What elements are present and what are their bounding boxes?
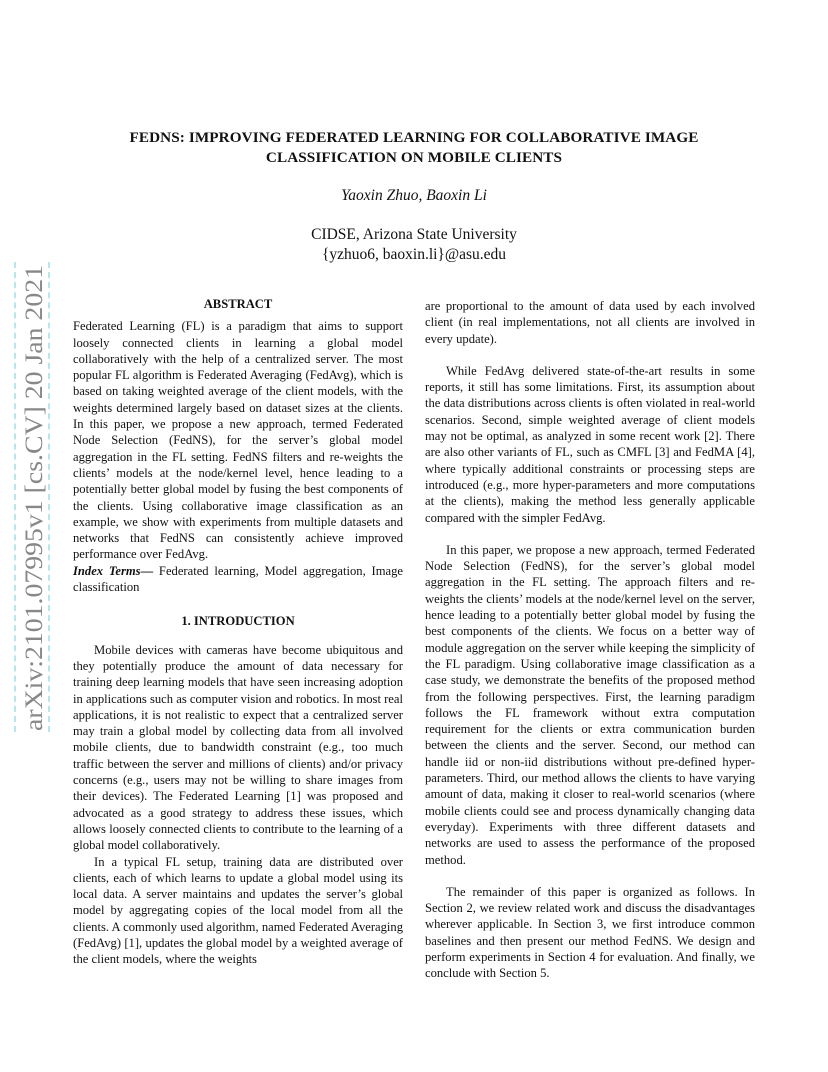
affiliation-block [80, 225, 748, 265]
intro-paragraph-2: In a typical FL setup, training data are distributed over clients, each of which learns to update a global model using its local data. A server maintains and updates the server’s global model by aggregating copies of the local model from all the clients. A commonly used algorithm, named Federated Averaging (FedAvg) [1], updates the global model by a weighted average of the client models, where the weights [73, 854, 403, 967]
intro-paragraph-2-cont: are proportional to the amount of data used by each involved client (in real implementations, not all clients are involved in every update). [425, 299, 755, 346]
emails: {yzhuo6, baoxin.li}@asu.edu [321, 246, 507, 263]
abstract-text: Federated Learning (FL) is a paradigm that aims to support loosely connected clients in learning a global model collaboratively with the help of a centralized server. The most popular FL algorithm is Federated Averaging (FedAvg), which is based on taking weighted average of the client models, with the weights determined largely based on dataset sizes at the clients. In this paper, we propose a new approach, termed Federated Node Selection (FedNS), for the server’s global model aggregation in the FL setting. FedNS filters and re-weights the clients’ models at the node/kernel level, hence leading to a potentially better global model by fusing the best components of the clients. Using collaborative image classification as an example, we show with experiments from multiple datasets and networks that FedNS can consistently achieve improved performance over FedAvg. [73, 319, 403, 562]
intro-paragraph-4: In this paper, we propose a new approach, termed Federated Node Selection (FedNS), for the server’s global model aggregation in the FL setting. The approach filters and re-weights the clients’ models at the node/kernel level on the server, hence leading to a potentially better global model by fusing the best components of the clients. We focus on a better way of module aggregation on the server while keeping the simplicity of the FL paradigm. Using collaborative image classification as a case study, we demonstrate the benefits of the proposed method from the following perspectives. First, the learning paradigm follows the FL framework without extra computation requirement for the clients or extra communication burden between the clients and the server. Second, our method can handle iid or non-iid distributions without pre-defined hyper-parameters. Third, our method allows the clients to have varying amount of data, making it closer to real-world scenarios (where mobile clients could see and process dynamically changing data everyday). Experiments with three different datasets and networks are used to assess the performance of the proposed method. [425, 542, 755, 867]
paper-title [80, 128, 748, 168]
intro-paragraph-3: While FedAvg delivered state-of-the-art results in some reports, it still has some limitations. First, its assumption about the data distributions across clients is often violated in real-world scenarios. Second, simple weighted average of client models may not be optimal, as analyzed in some recent work [2]. There are also other variants of FL, such as CMFL [3] and FedMA [4], where typically additional constraints or processing steps are introduced (e.g., more hyper-parameters and more computations at the clients), making the method less generally applicable compared with the simpler FedAvg. [425, 363, 755, 525]
intro-heading: 1. INTRODUCTION [181, 614, 295, 629]
arxiv-stamp-text: arXiv:2101.07995v1 [cs.CV] 20 Jan 2021 [19, 303, 48, 731]
index-terms [73, 563, 403, 596]
intro-paragraph-5: The remainder of this paper is organized as follows. In Section 2, we review related work and discuss the disadvantages wherever applicable. In Section 3, we first introduce common baselines and then present our method FedNS. We design and perform experiments in Section 4 for evaluation. And finally, we conclude with Section 5. [425, 884, 755, 981]
intro-paragraph-1: Mobile devices with cameras have become ubiquitous and they potentially produce the amount of data necessary for training deep learning models that have seen increasing adoption in applications such as computer vision and robotics. In most real applications, it is not realistic to expect that a centralized server may train a global model by collecting data from all involved mobile clients, due to bandwidth constraint (e.g., too much traffic between the server and millions of clients) and/or privacy concerns (e.g., users may not be willing to share images from their devices). The Federated Learning [1] was proposed and advocated as a good strategy to address these issues, which allows loosely connected clients to contribute to the learning of a global model collaboratively. [73, 642, 403, 853]
title-line-2: CLASSIFICATION ON MOBILE CLIENTS [265, 149, 563, 166]
index-terms-text: Federated learning, Model aggregation, Image classification [73, 563, 403, 595]
index-terms-label: Index Terms— [73, 563, 154, 578]
left-column [73, 296, 403, 968]
title-line-1: FEDNS: IMPROVING FEDERATED LEARNING FOR COLLABORATIVE IMAGE [129, 129, 699, 146]
abstract-heading: ABSTRACT [203, 297, 273, 311]
arxiv-stamp [15, 262, 51, 732]
affiliation: CIDSE, Arizona State University [311, 226, 517, 243]
authors: Yaoxin Zhuo, Baoxin Li [341, 187, 487, 204]
right-column [425, 298, 755, 982]
